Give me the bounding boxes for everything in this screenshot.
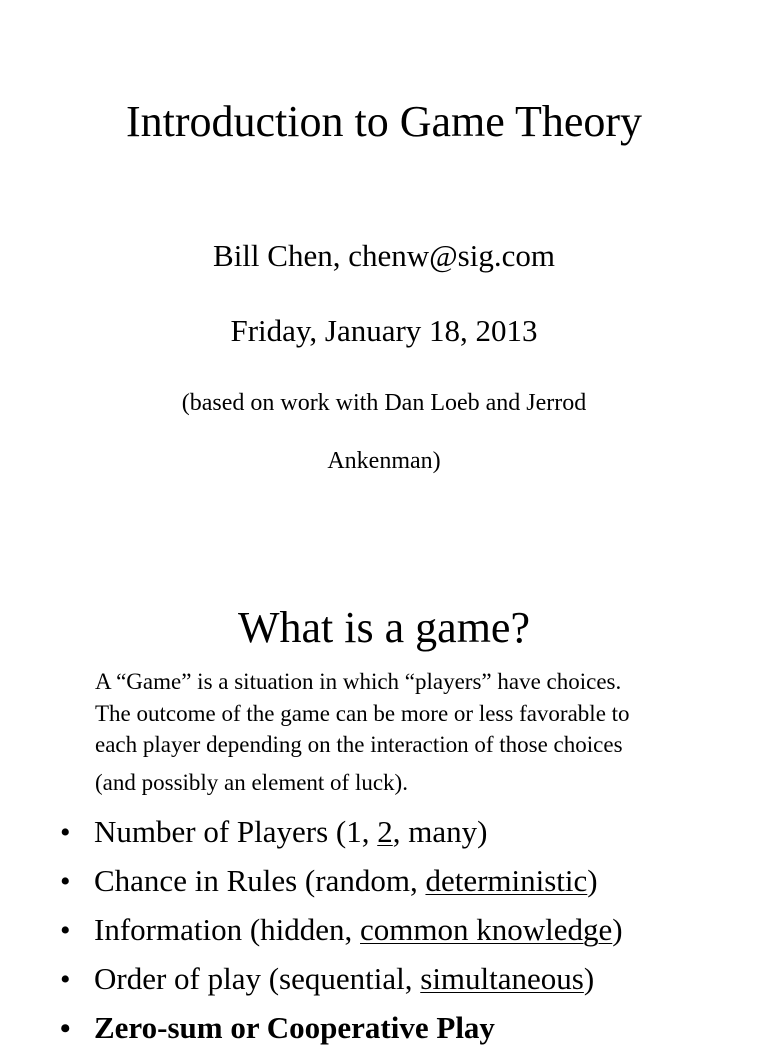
based-on-line-1: (based on work with Dan Loeb and Jerrod — [181, 390, 587, 416]
game-properties-list — [60, 808, 623, 1053]
bullet-emphasis: 2 — [377, 814, 393, 849]
list-item — [60, 857, 623, 906]
bullet-text: Chance in Rules (random, — [94, 863, 426, 898]
based-on-line-2: Ankenman) — [327, 448, 441, 474]
bullet-icon: • — [60, 1012, 71, 1045]
bullet-text: Zero-sum or Cooperative Play — [94, 1010, 495, 1045]
bullet-text: Number of Players (1, — [94, 814, 378, 849]
bullet-icon: • — [60, 865, 71, 898]
bullet-icon: • — [60, 914, 71, 947]
bullet-emphasis: deterministic — [425, 863, 588, 898]
bullet-icon: • — [60, 963, 71, 996]
bullet-text-end: , many) — [392, 814, 488, 849]
definition-line-1: A “Game” is a situation in which “players” have choices. — [95, 669, 622, 694]
list-item — [60, 1004, 623, 1053]
bullet-text-end: ) — [587, 863, 598, 898]
list-item — [60, 906, 623, 955]
list-item — [60, 808, 623, 857]
bullet-text: Order of play (sequential, — [94, 961, 421, 996]
bullet-emphasis: simultaneous — [420, 961, 584, 996]
date-line: Friday, January 18, 2013 — [230, 313, 538, 348]
bullet-emphasis: common knowledge — [360, 912, 613, 947]
bullet-icon: • — [60, 816, 71, 849]
definition-line-3: each player depending on the interaction of those choices — [95, 732, 623, 757]
bullet-text-end: ) — [612, 912, 623, 947]
bullet-text: Information (hidden, — [94, 912, 361, 947]
definition-line-2: The outcome of the game can be more or less favorable to — [95, 701, 630, 726]
slide-2-title: What is a game? — [238, 603, 530, 652]
list-item — [60, 955, 623, 1004]
bullet-text-end: ) — [583, 961, 595, 996]
author-line: Bill Chen, chenw@sig.com — [213, 238, 555, 273]
slide-1-title: Introduction to Game Theory — [125, 97, 643, 146]
definition-line-4: (and possibly an element of luck). — [95, 770, 408, 795]
